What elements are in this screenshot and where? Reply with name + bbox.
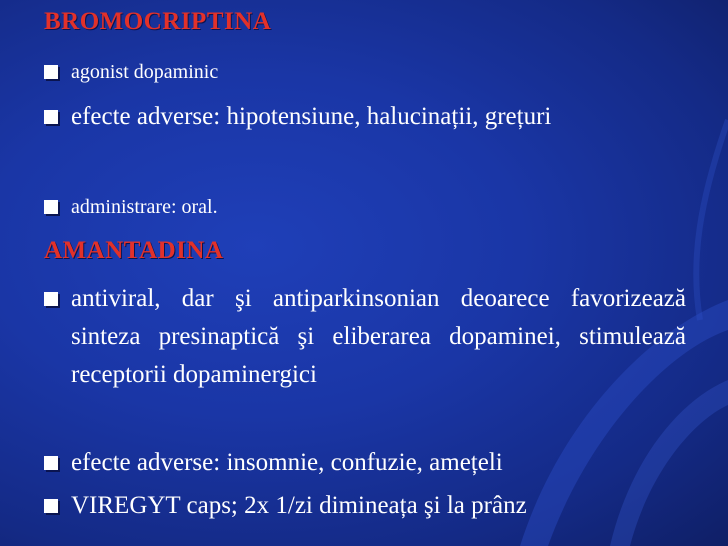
- bullet-item: agonist dopaminic: [44, 53, 686, 91]
- square-bullet-icon: [44, 456, 58, 470]
- bullet-item: antiviral, dar şi antiparkinsonian deoarece favorizează sinteza presinaptică şi eliberarea dopaminei, stimulează receptorii dopaminergici: [44, 280, 686, 394]
- square-bullet-icon: [44, 65, 58, 79]
- square-bullet-icon: [44, 200, 58, 214]
- square-bullet-icon: [44, 110, 58, 124]
- section-heading-bromocriptina: BROMOCRIPTINA: [44, 8, 272, 35]
- bullet-item: efecte adverse: hipotensiune, halucinații, grețuri: [44, 98, 686, 136]
- section-heading-amantadina: AMANTADINA: [44, 237, 224, 264]
- bullet-item: efecte adverse: insomnie, confuzie, amețeli: [44, 444, 686, 482]
- square-bullet-icon: [44, 499, 58, 513]
- bullet-item: VIREGYT caps; 2x 1/zi dimineața şi la prânz: [44, 487, 686, 525]
- bullet-item: administrare: oral.: [44, 188, 686, 226]
- square-bullet-icon: [44, 292, 58, 306]
